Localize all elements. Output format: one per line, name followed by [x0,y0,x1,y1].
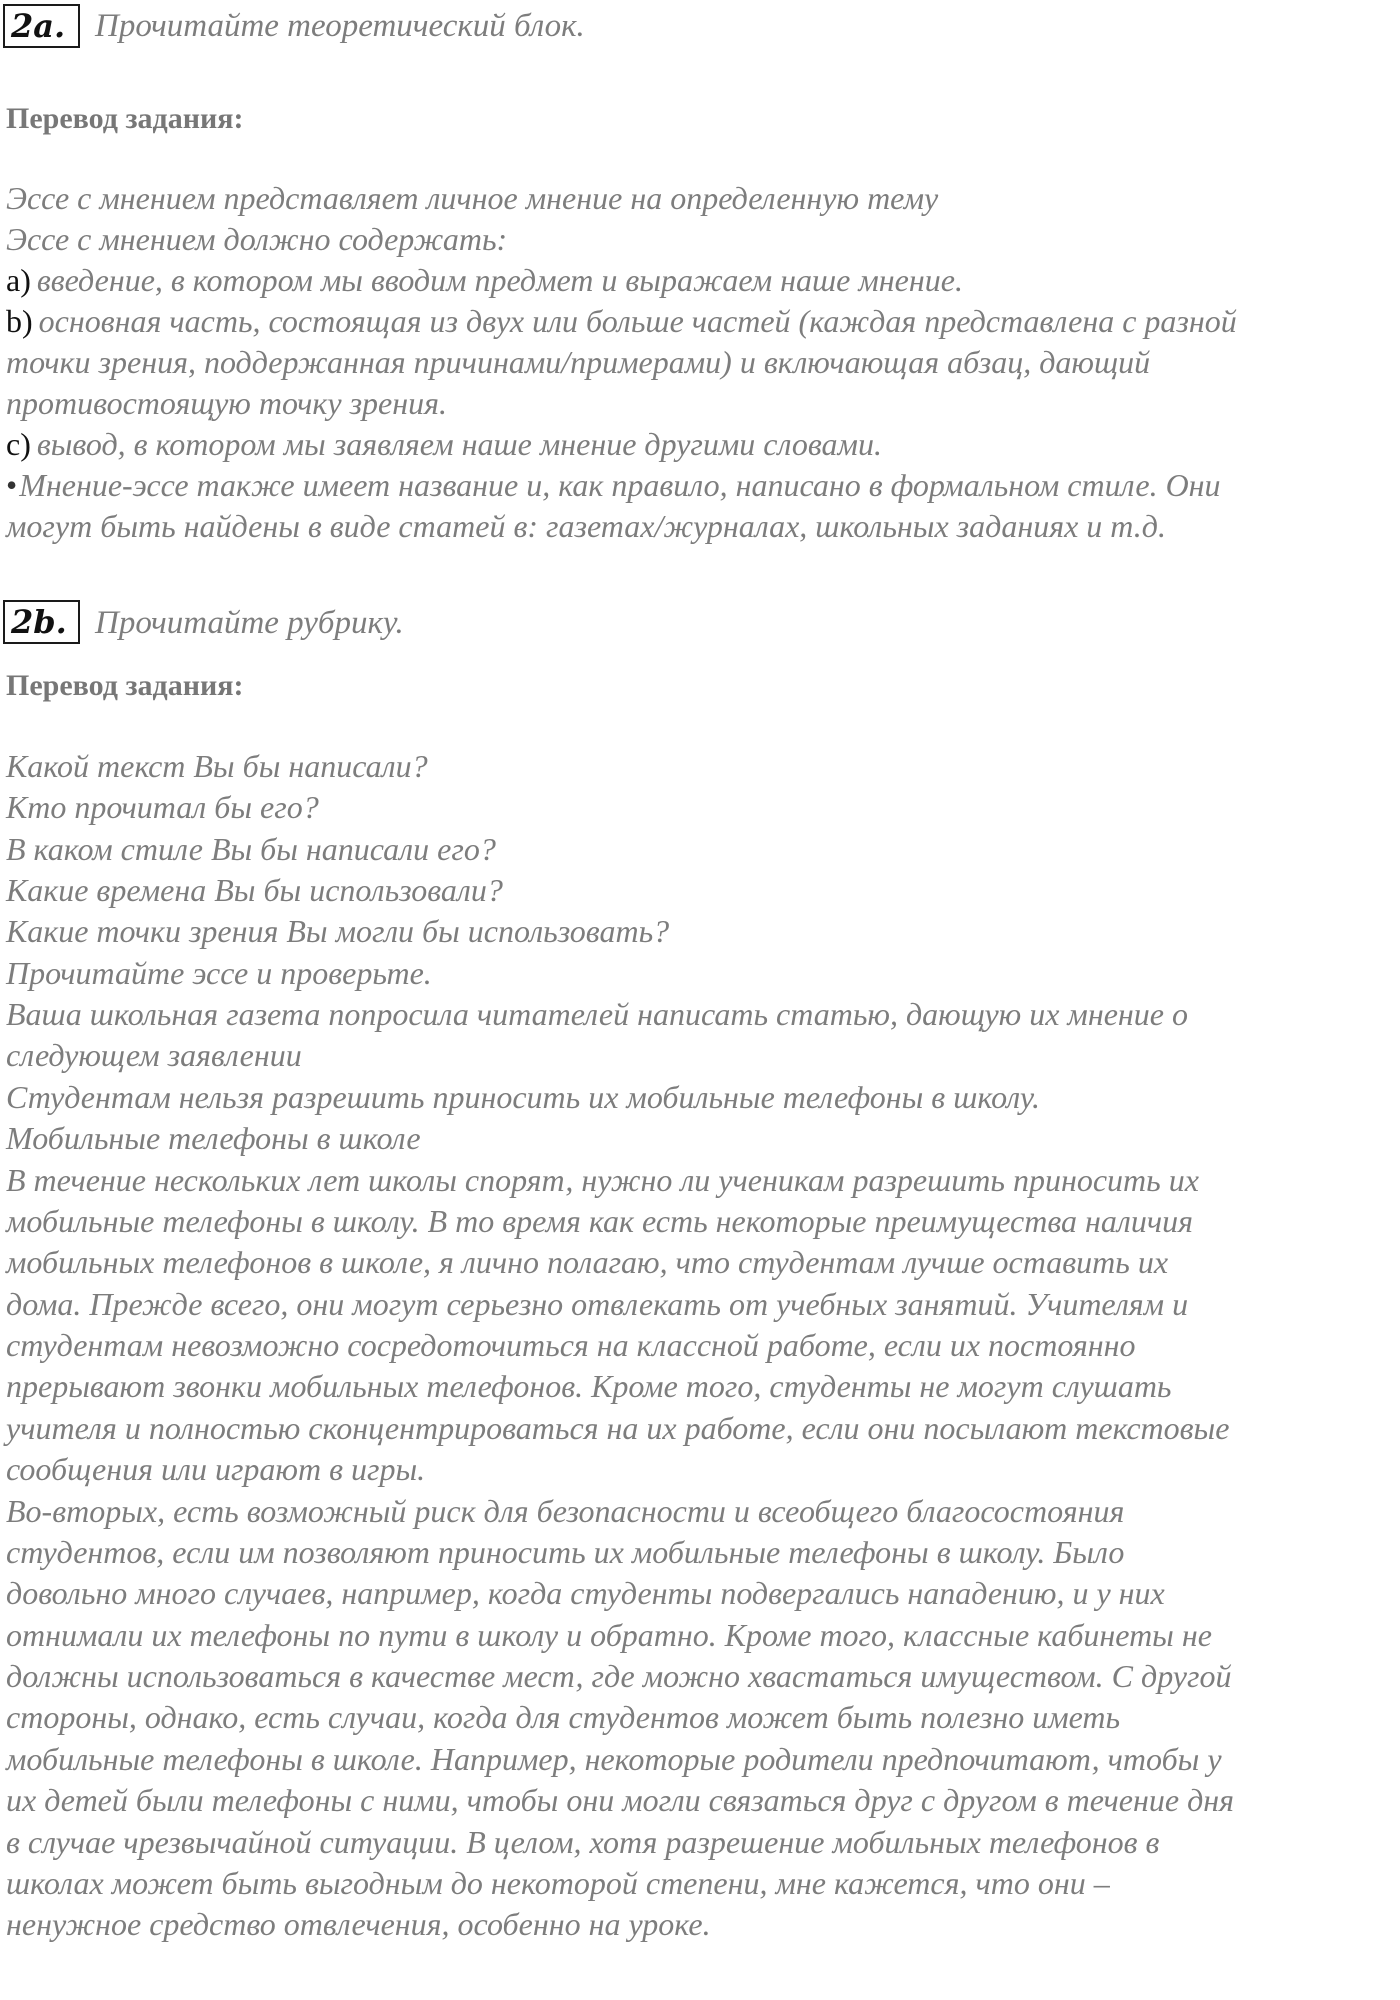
section-b-line: Какие времена Вы бы использовали? [6,872,503,908]
section-a-item [6,301,1237,341]
section-b-line: В каком стиле Вы бы написали его? [6,831,496,867]
section-b-heading: Перевод задания: [6,669,244,702]
section-a-item [6,260,963,300]
section-b-line: школах может быть выгодным до некоторой степени, мне кажется, что они – [6,1865,1110,1901]
section-b-line: Во-вторых, есть возможный риск для безопасности и всеобщего благосостояния [6,1493,1125,1529]
section-b-line: должны использоваться в качестве мест, где можно хвастаться имуществом. С другой [6,1658,1232,1694]
item-marker: b) [6,303,33,339]
item-text: противостоящую точку зрения. [6,385,447,421]
section-b-line: мобильных телефонов в школе, я лично полагаю, что студентам лучше оставить их [6,1244,1169,1280]
item-text: точки зрения, поддержанная причинами/примерами) и включающая абзац, дающий [6,344,1151,380]
section-b-line: студентам невозможно сосредоточиться на классной работе, если их постоянно [6,1327,1136,1363]
section-b-line: В течение нескольких лет школы спорят, нужно ли ученикам разрешить приносить их [6,1162,1199,1198]
section-a-heading: Перевод задания: [6,102,244,135]
item-text: Мнение-эссе также имеет название и, как правило, написано в формальном стиле. Они [19,467,1221,503]
bullet-marker: • [6,467,18,503]
item-marker: c) [6,426,31,462]
item-text: введение, в котором мы вводим предмет и выражаем наше мнение. [36,262,963,298]
section-a-item [6,465,1221,505]
section-b-line: учителя и полностью сконцентрироваться на их работе, если они посылают текстовые [6,1410,1230,1446]
section-b-line: мобильные телефоны в школе. Например, некоторые родители предпочитают, чтобы у [6,1741,1222,1777]
section-a-line: Эссе с мнением представляет личное мнение на определенную тему [6,180,939,216]
section-b-line: стороны, однако, есть случаи, когда для студентов может быть полезно иметь [6,1699,1121,1735]
item-text: могут быть найдены в виде статей в: газетах/журналах, школьных заданиях и т.д. [6,508,1166,544]
section-b-line: в случае чрезвычайной ситуации. В целом, хотя разрешение мобильных телефонов в [6,1824,1160,1860]
section-b-line: Какой текст Вы бы написали? [6,748,428,784]
section-b-line: отнимали их телефоны по пути в школу и обратно. Кроме того, классные кабинеты не [6,1617,1212,1653]
section-b-line: сообщения или играют в игры. [6,1451,426,1487]
section-b-line: мобильные телефоны в школу. В то время как есть некоторые преимущества наличия [6,1203,1193,1239]
item-text: вывод, в котором мы заявляем наше мнение другими словами. [36,426,882,462]
section-b-line: Прочитайте эссе и проверьте. [6,955,432,991]
section-a-line: Эссе с мнением должно содержать: [6,221,508,257]
section-b-line: дома. Прежде всего, они могут серьезно отвлекать от учебных занятий. Учителям и [6,1286,1189,1322]
section-a-item [6,383,447,423]
item-text: основная часть, состоящая из двух или больше частей (каждая представлена с разной [38,303,1237,339]
section-b-line: студентов, если им позволяют приносить их мобильные телефоны в школу. Было [6,1534,1125,1570]
section-b-line: Какие точки зрения Вы могли бы использовать? [6,913,670,949]
section-a-item [6,342,1150,382]
section-a-title: Прочитайте теоретический блок. [95,8,585,44]
section-b-line: Ваша школьная газета попросила читателей написать статью, дающую их мнение о [6,996,1188,1032]
section-b-line: довольно много случаев, например, когда студенты подвергались нападению, и у них [6,1575,1165,1611]
section-b-title: Прочитайте рубрику. [95,605,404,641]
item-marker: a) [6,262,31,298]
section-a-item [6,424,882,464]
section-a-item [6,506,1166,546]
section-b-line: Кто прочитал бы его? [6,789,319,825]
section-b-line: Мобильные телефоны в школе [6,1120,421,1156]
section-a-badge: 2a. [3,4,80,48]
section-b-line: прерывают звонки мобильных телефонов. Кроме того, студенты не могут слушать [6,1368,1172,1404]
section-b-badge: 2b. [3,600,80,644]
section-b-line: их детей были телефоны с ними, чтобы они могли связаться друг с другом в течение дня [6,1782,1234,1818]
section-b-line: следующем заявлении [6,1037,302,1073]
section-b-line: ненужное средство отвлечения, особенно на уроке. [6,1906,711,1942]
section-b-line: Студентам нельзя разрешить приносить их мобильные телефоны в школу. [6,1079,1041,1115]
